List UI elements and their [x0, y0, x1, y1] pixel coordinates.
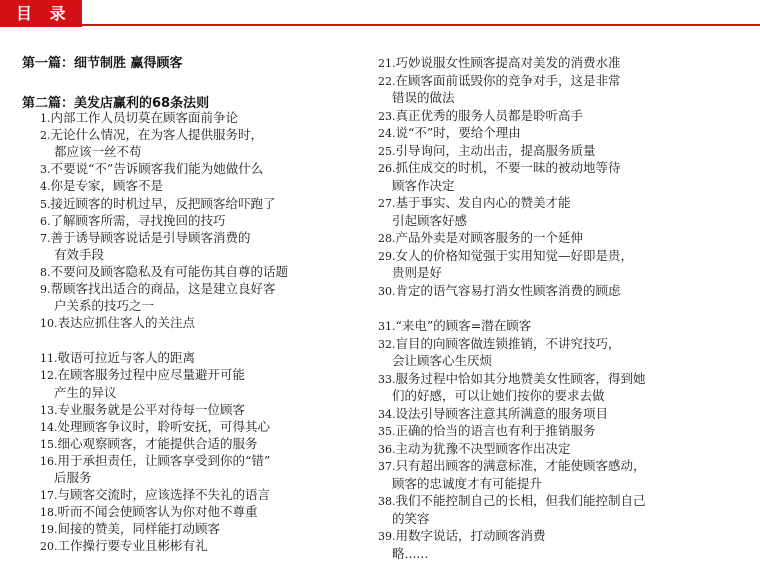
toc-entry-number: 28. [378, 232, 396, 245]
toc-entry-text: 主动为犹豫不决型顾客作出决定 [395, 440, 571, 456]
toc-entry[interactable] [378, 73, 621, 90]
toc-entry-continuation[interactable] [40, 298, 154, 314]
toc-entry-text: 善于诱导顾客说话是引导顾客消费的 [50, 229, 251, 245]
toc-entry-continuation[interactable] [40, 470, 92, 486]
toc-entry-text: 顾客的忠诚度才有可能提升 [392, 475, 543, 491]
toc-entry[interactable] [378, 143, 596, 160]
toc-entry-text: 在顾客服务过程中应尽量避开可能 [57, 367, 246, 383]
toc-entry[interactable] [378, 195, 571, 212]
toc-entry-number: 20. [40, 540, 58, 554]
toc-entry[interactable] [40, 436, 258, 453]
toc-entry-number: 18. [40, 506, 58, 520]
toc-entry[interactable] [378, 108, 583, 125]
toc-entry-text: 都应该一丝不苟 [54, 144, 142, 160]
toc-entry-continuation[interactable] [378, 353, 492, 369]
toc-entry-text: 盲目的向顾客做连锁推销，不讲究技巧， [395, 335, 621, 351]
toc-entry[interactable] [378, 406, 608, 423]
toc-entry-text: 在顾客面前诋毁你的竞争对手，这是非常 [395, 72, 621, 88]
toc-entry-number: 9. [40, 283, 51, 296]
toc-entry-text: 敬语可拉近与客人的距离 [57, 350, 196, 366]
toc-entry-number: 23. [378, 109, 396, 123]
toc-entry-number: 36. [378, 442, 396, 456]
toc-entry-number: 22. [378, 74, 396, 88]
toc-entry-continuation[interactable] [378, 178, 455, 194]
toc-entry-number: 21. [378, 57, 396, 70]
part2-title[interactable]: 第二篇：美发店赢利的68条法则 [22, 96, 210, 111]
toc-entry-text: 户关系的技巧之一 [54, 298, 155, 314]
toc-entry-number: 2. [40, 129, 51, 143]
toc-header-tab [0, 0, 82, 27]
toc-entry-number: 33. [378, 372, 396, 386]
toc-entry-number: 13. [40, 403, 58, 417]
part1-title[interactable]: 第一篇：细节制胜 赢得顾客 [22, 56, 183, 71]
toc-entry-text: 接近顾客的时机过早，反把顾客给吓跑了 [50, 195, 276, 211]
toc-entry-number: 34. [378, 407, 396, 421]
toc-entry-continuation[interactable] [40, 385, 117, 401]
toc-entry-text: 间接的赞美，同样能打动顾客 [57, 521, 221, 537]
toc-entry-continuation[interactable] [40, 144, 142, 160]
toc-entry-text: 巧妙说服女性顾客提高对美发的消费水准 [395, 55, 621, 70]
toc-entry-text: 用于承担责任，让顾客享受到你的“错” [57, 452, 271, 468]
toc-entry-text: 们的好感，可以让她们按你的要求去做 [392, 388, 605, 403]
toc-entry-number: 8. [40, 265, 51, 279]
toc-entry[interactable] [40, 402, 245, 419]
toc-entry[interactable] [40, 315, 195, 332]
toc-entry-text: 基于事实、发自内心的赞美才能 [395, 195, 571, 210]
toc-entry-text: 女人的价格知觉强于实用知觉—好即是贵， [395, 247, 634, 263]
toc-entry-number: 5. [40, 197, 51, 211]
toc-entry-text: 产品外卖是对顾客服务的一个延伸 [395, 230, 584, 245]
toc-entry-text: 工作操行要专业且彬彬有礼 [57, 538, 208, 554]
toc-entry[interactable] [40, 453, 270, 470]
toc-entry[interactable] [40, 367, 245, 384]
toc-entry[interactable] [378, 248, 633, 265]
toc-entry-number: 10. [40, 317, 58, 331]
toc-entry[interactable] [378, 441, 571, 458]
toc-entry-continuation[interactable] [378, 213, 467, 229]
toc-entry[interactable] [378, 423, 596, 440]
toc-entry[interactable] [378, 458, 646, 475]
toc-entry[interactable] [40, 281, 276, 298]
toc-entry[interactable] [40, 487, 270, 504]
toc-entry-text: 引导询问，主动出击，提高服务质量 [395, 142, 596, 158]
toc-entry[interactable] [40, 127, 263, 144]
toc-entry-number: 3. [40, 163, 51, 177]
toc-entry[interactable] [40, 178, 163, 195]
toc-entry[interactable] [40, 419, 270, 436]
toc-entry-number: 24. [378, 127, 396, 140]
toc-entry-text: 帮顾客找出适合的商品，这是建立良好客 [50, 281, 276, 296]
toc-entry[interactable] [378, 493, 646, 510]
toc-entry-number: 19. [40, 523, 58, 537]
toc-entry-text: 抓住成交的时机，不要一昧的被动地等待 [395, 160, 621, 175]
toc-entry-text: 有效手段 [54, 246, 105, 262]
toc-entry-text: 与顾客交流时，应该选择不失礼的语言 [57, 487, 271, 503]
toc-entry[interactable] [378, 371, 646, 388]
toc-entry-text: 略...... [392, 545, 429, 561]
toc-entry-number: 30. [378, 284, 396, 298]
toc-entry[interactable] [378, 125, 521, 142]
toc-entry-number: 17. [40, 489, 58, 503]
toc-entry-text: 不要说“不”告诉顾客我们能为她做什么 [50, 161, 264, 177]
toc-entry[interactable] [378, 283, 621, 300]
toc-entry-text: 引起顾客好感 [392, 212, 468, 228]
toc-entry[interactable] [378, 160, 621, 177]
toc-entry[interactable] [40, 161, 263, 178]
toc-entry-text: 表达应抓住客人的关注点 [57, 315, 196, 331]
toc-entry-text: 产生的异议 [54, 384, 117, 400]
toc-entry-text: 后服务 [54, 470, 92, 485]
toc-entry-number: 12. [40, 369, 58, 383]
toc-entry[interactable] [40, 521, 220, 538]
toc-entry-text: 顾客作决定 [392, 177, 455, 193]
toc-entry-text: 处理顾客争议时，聆听安抚，可得其心 [57, 418, 271, 434]
toc-entry[interactable] [40, 504, 258, 521]
toc-entry-text: 不要问及顾客隐私及有可能伤其自尊的话题 [50, 263, 289, 279]
toc-entry-text: 内部工作人员切莫在顾客面前争论 [50, 110, 239, 125]
toc-entry-text: 服务过程中恰如其分地赞美女性顾客，得到她 [395, 370, 646, 386]
toc-entry-number: 31. [378, 320, 396, 333]
toc-entry-text: 细心观察顾客，才能提供合适的服务 [57, 435, 258, 451]
header-rule [82, 24, 760, 26]
toc-entry-number: 25. [378, 144, 396, 158]
toc-entry-continuation[interactable] [378, 265, 442, 281]
toc-entry[interactable] [378, 336, 621, 353]
toc-entry-text: 我们不能控制自己的长相，但我们能控制自己 [395, 493, 646, 508]
toc-entry-continuation[interactable] [378, 476, 542, 492]
toc-entry[interactable] [40, 213, 226, 230]
toc-entry-number: 15. [40, 437, 58, 451]
toc-entry-continuation[interactable] [378, 546, 428, 562]
toc-entry-number: 37. [378, 460, 396, 473]
toc-entry-text: 贵则是好 [392, 265, 443, 280]
toc-entry-continuation[interactable] [378, 388, 605, 404]
toc-entry[interactable] [40, 110, 238, 127]
toc-entry-text: 说“不”时，要给个理由 [395, 125, 521, 140]
toc-entry[interactable] [378, 230, 583, 247]
toc-entry-number: 26. [378, 162, 396, 175]
toc-entry-text: 听而不闻会使顾客认为你对他不尊重 [57, 504, 258, 520]
toc-entry-number: 6. [40, 214, 51, 228]
toc-entry-text: 只有超出顾客的满意标准，才能使顾客感动， [395, 458, 646, 473]
toc-entry-number: 7. [40, 231, 51, 245]
toc-entry-number: 32. [378, 337, 396, 351]
toc-entry-text: 用数字说话，打动顾客消费 [395, 528, 546, 543]
toc-entry-continuation[interactable] [378, 90, 455, 106]
toc-entry-number: 38. [378, 495, 396, 508]
toc-entry-text: 真正优秀的服务人员都是聆听高手 [395, 107, 584, 123]
toc-entry-text: 设法引导顾客注意其所满意的服务项目 [395, 405, 609, 421]
toc-entry-number: 4. [40, 180, 51, 194]
toc-entry[interactable] [40, 350, 195, 367]
toc-entry-number: 35. [378, 425, 396, 438]
toc-entry[interactable] [378, 55, 621, 72]
toc-title: 目 录 [16, 4, 72, 23]
toc-entry-number: 27. [378, 197, 396, 210]
toc-entry-text: 肯定的语气容易打消女性顾客消费的顾虑 [395, 282, 621, 298]
toc-entry-text: “来电”的顾客=潜在顾客 [395, 318, 532, 333]
toc-entry-text: 错误的做法 [392, 90, 455, 105]
toc-entry[interactable] [40, 538, 208, 555]
toc-entry-number: 16. [40, 454, 58, 468]
toc-entry[interactable] [40, 196, 276, 213]
toc-entry-text: 的笑容 [392, 510, 430, 526]
toc-entry-text: 了解顾客所需，寻找挽回的技巧 [50, 212, 226, 228]
toc-entry-continuation[interactable] [378, 511, 430, 527]
toc-entry-number: 14. [40, 420, 58, 434]
toc-entry-text: 专业服务就是公平对待每一位顾客 [57, 401, 246, 417]
toc-entry-continuation[interactable] [40, 247, 104, 263]
toc-entry-number: 11. [40, 352, 58, 366]
toc-entry[interactable] [378, 318, 531, 335]
toc-entry-number: 29. [378, 249, 396, 263]
toc-entry-text: 你是专家，顾客不是 [50, 178, 164, 194]
toc-entry-number: 39. [378, 530, 396, 543]
toc-entry[interactable] [40, 264, 288, 281]
toc-entry-text: 无论什么情况，在为客人提供服务时， [50, 127, 264, 143]
toc-entry[interactable] [40, 230, 251, 247]
toc-entry-text: 会让顾客心生厌烦 [392, 353, 493, 368]
toc-entry-text: 正确的恰当的语言也有利于推销服务 [395, 423, 596, 438]
toc-entry-number: 1. [40, 112, 51, 125]
toc-entry[interactable] [378, 528, 546, 545]
